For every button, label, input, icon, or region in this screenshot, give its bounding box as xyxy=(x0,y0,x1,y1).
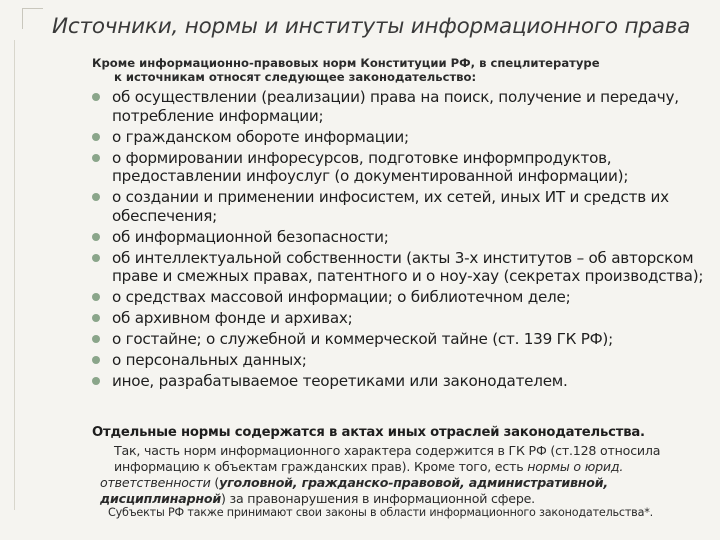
list-item-text: о гостайне; о служебной и коммерческой тайне (ст. 139 ГК РФ); xyxy=(112,330,613,348)
left-rule-decoration xyxy=(14,40,15,510)
bullet-icon xyxy=(92,133,100,141)
list-item xyxy=(92,249,707,286)
note-liability-italic: нормы о юрид. xyxy=(527,459,624,474)
bullet-icon xyxy=(92,254,100,262)
slide-title: Источники, нормы и институты информационного права xyxy=(52,14,691,39)
intro-line-1: Кроме информационно-правовых норм Конституции РФ, в спецлитературе xyxy=(92,56,600,70)
list-item-text: об осуществлении (реализации) права на поиск, получение и передачу, потребление информации; xyxy=(112,88,679,125)
list-item-text: об архивном фонде и архивах; xyxy=(112,309,353,327)
list-item xyxy=(92,228,707,247)
list-item-text: о персональных данных; xyxy=(112,351,307,369)
note-line-2-text: информацию к объектам гражданских прав). Кроме того, есть xyxy=(114,459,528,474)
corner-decoration xyxy=(22,8,43,29)
intro-line-2: к источникам относят следующее законодательство: xyxy=(114,70,477,84)
list-item xyxy=(92,188,707,225)
list-item xyxy=(92,309,707,328)
bullet-icon xyxy=(92,335,100,343)
civil-code-note xyxy=(100,443,670,507)
bullet-icon xyxy=(92,377,100,385)
intro-text xyxy=(92,56,692,84)
bullet-icon xyxy=(92,233,100,241)
note-paren-open: ( xyxy=(210,475,220,490)
list-item-text: об информационной безопасности; xyxy=(112,227,389,246)
bullet-icon xyxy=(92,154,100,162)
list-item-text: об интеллектуальной собственности (акты 3-х институтов – об авторском праве и смежных правах, патентного и о ноу-хау (секретах производства); xyxy=(112,248,704,285)
note-liability-italic-cont: ответственности xyxy=(100,475,211,490)
list-item xyxy=(92,128,707,147)
list-item-text: о средствах массовой информации; о библиотечном деле; xyxy=(112,288,571,306)
list-item-text: о создании и применении инфосистем, их сетей, иных ИТ и средств их обеспечения; xyxy=(112,188,669,225)
regional-laws-note: Субъекты РФ также принимают свои законы в области информационного законодательства*. xyxy=(108,506,653,519)
note-liability-disciplinary: дисциплинарной xyxy=(100,491,221,506)
bullet-icon xyxy=(92,293,100,301)
note-line-2 xyxy=(100,459,670,475)
list-item-text: о формировании инфоресурсов, подготовке информпродуктов, предоставлении инфоуслуг (о документированной информации); xyxy=(112,148,629,185)
list-item xyxy=(92,88,707,125)
bullet-icon xyxy=(92,356,100,364)
note-line-4-rest: ) за правонарушения в информационной сфере. xyxy=(220,491,535,506)
separate-norms-heading: Отдельные нормы содержатся в актах иных отраслей законодательства. xyxy=(92,425,645,440)
note-line-1: Так, часть норм информационного характера содержится в ГК РФ (ст.128 относила xyxy=(114,443,661,458)
note-liability-kinds: уголовной, гражданско-правовой, административной, xyxy=(219,475,608,490)
list-item xyxy=(92,351,707,370)
note-line-3 xyxy=(100,475,608,490)
bullet-icon xyxy=(92,314,100,322)
list-item xyxy=(92,288,707,307)
list-item xyxy=(92,372,707,391)
bullet-icon xyxy=(92,93,100,101)
bullet-icon xyxy=(92,193,100,201)
legislation-list xyxy=(92,88,707,393)
list-item xyxy=(92,330,707,349)
list-item xyxy=(92,149,707,186)
list-item-text: о гражданском обороте информации; xyxy=(112,127,409,146)
list-item-text: иное, разрабатываемое теоретиками или законодателем. xyxy=(112,372,568,390)
note-line-4 xyxy=(100,491,535,506)
